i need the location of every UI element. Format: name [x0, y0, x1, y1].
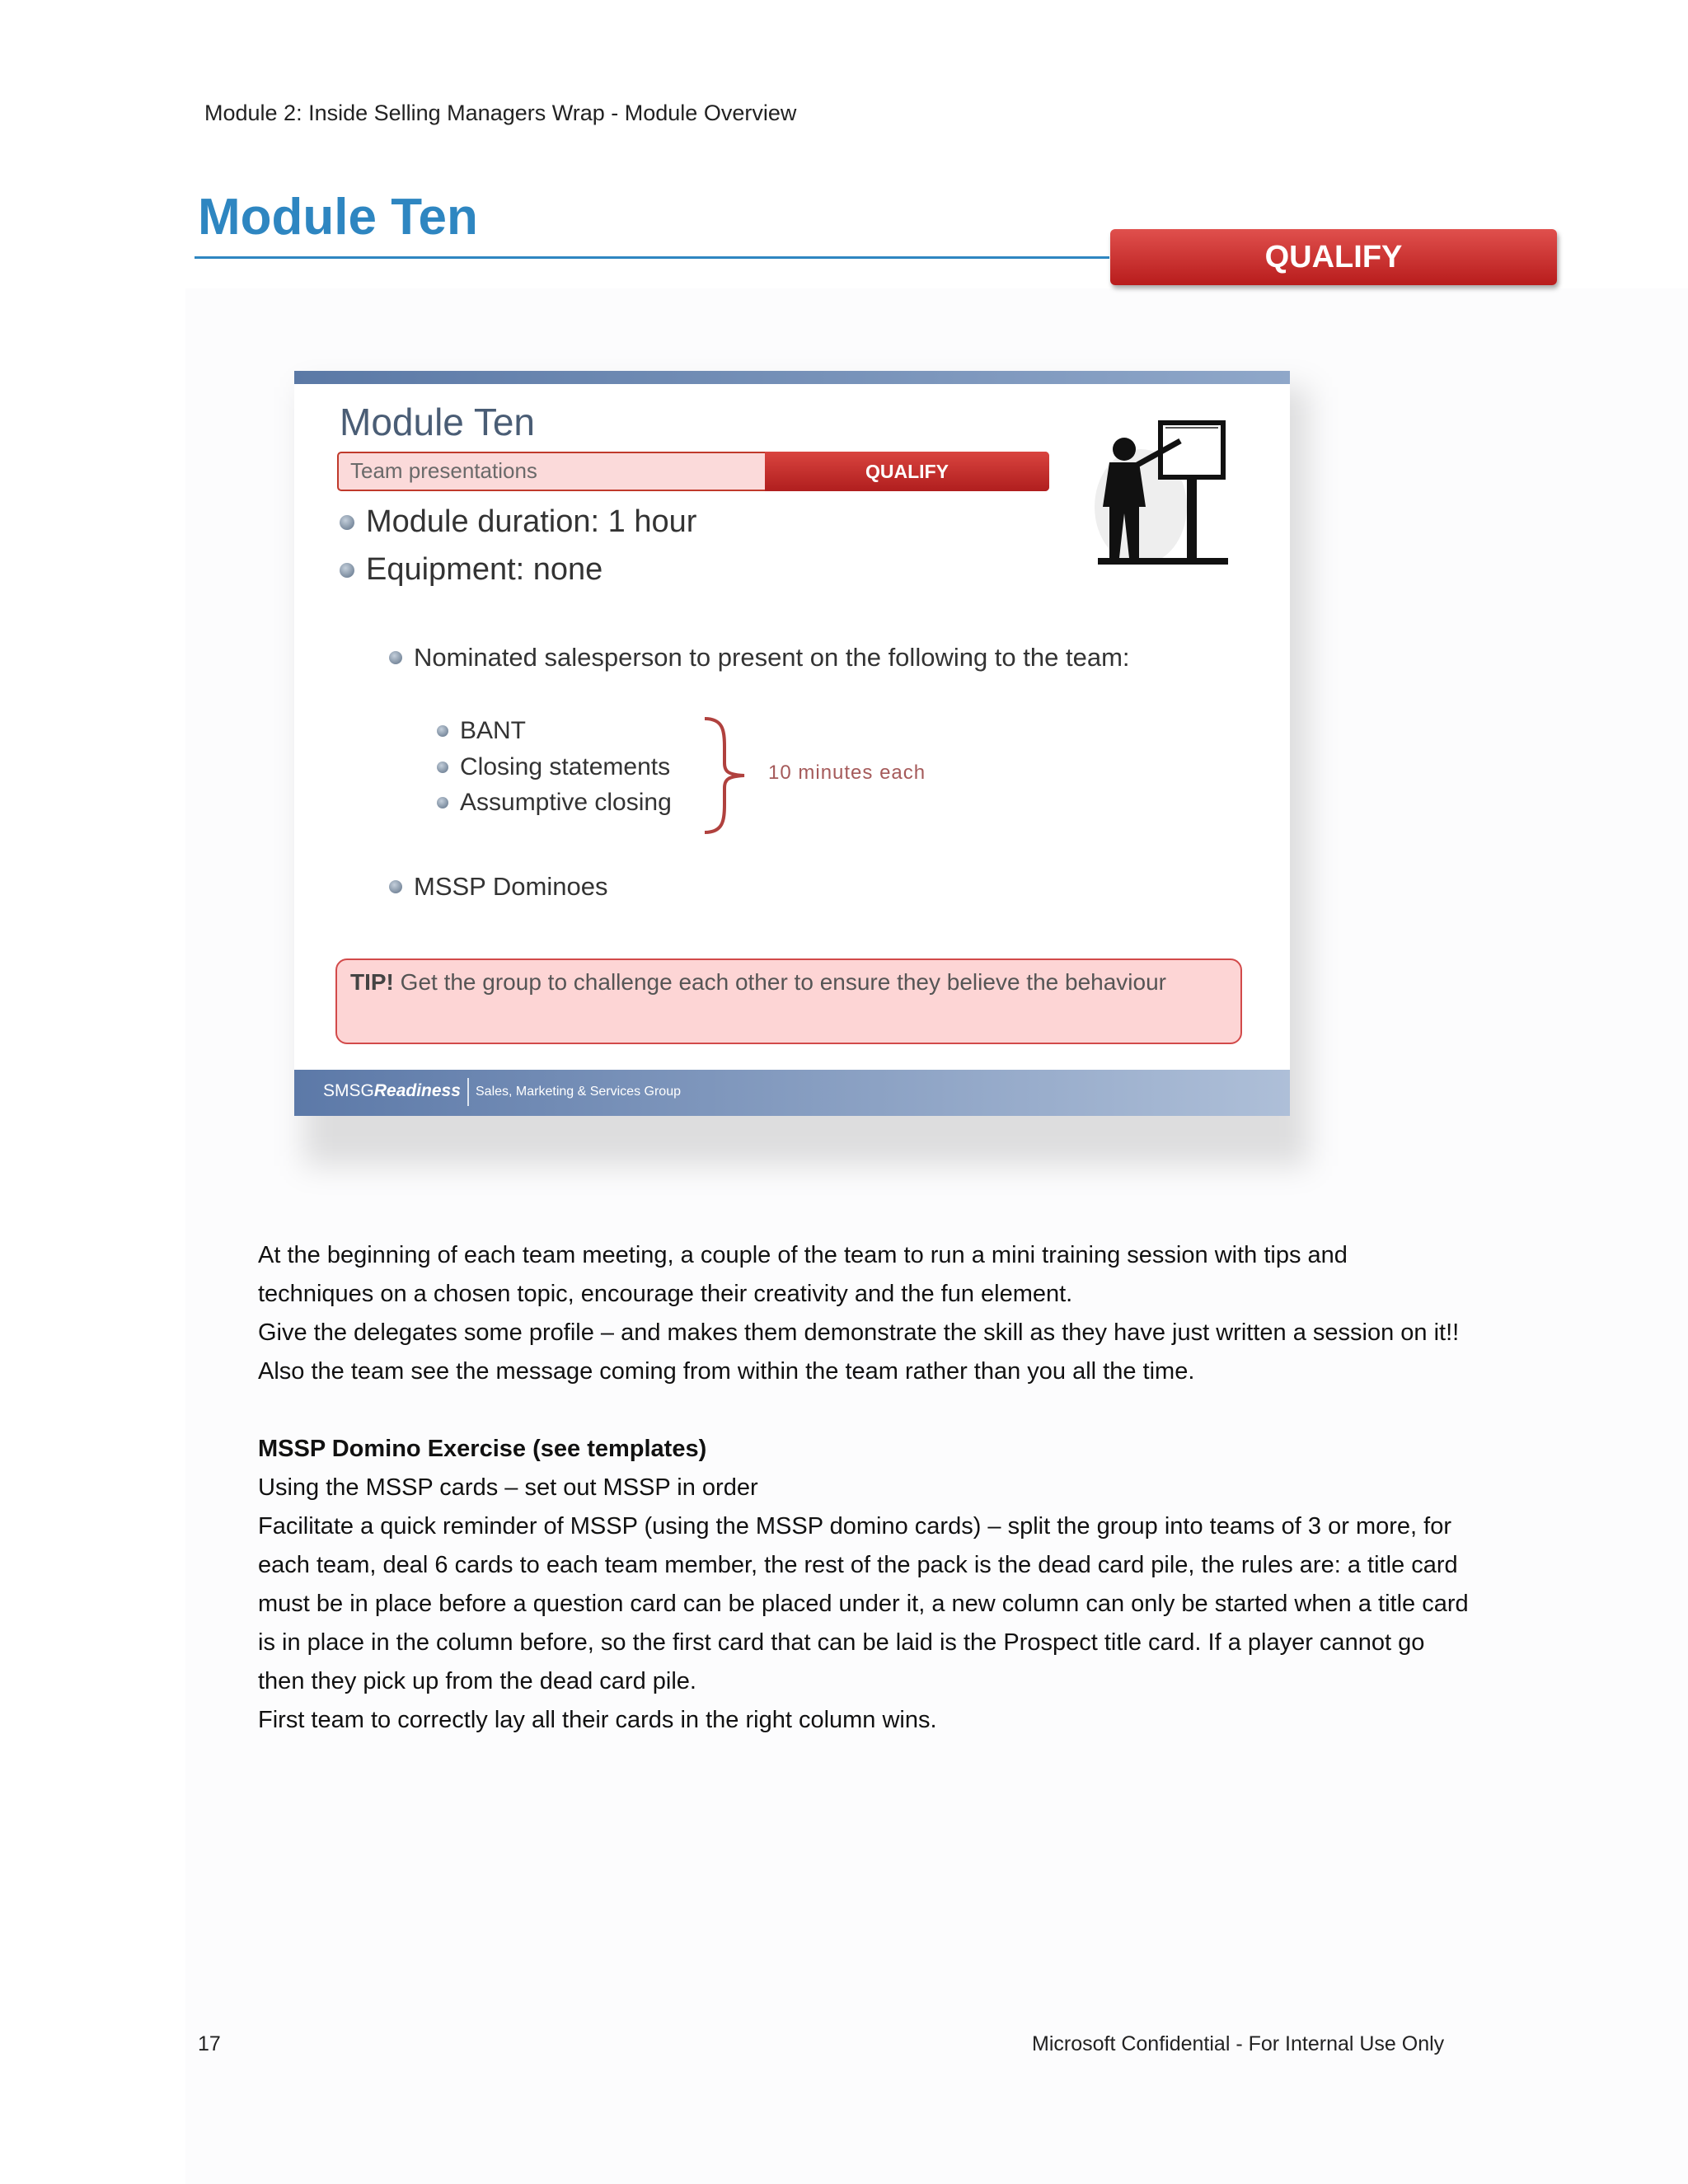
page-number: 17 [198, 2032, 221, 2055]
text-line: Give the delegates some profile – and makes them demonstrate the skill as they have just written a session on it!! [258, 1319, 1460, 1346]
bullet-dot [437, 725, 448, 737]
title-underline [195, 256, 1109, 259]
text-line: Facilitate a quick reminder of MSSP (using the MSSP domino cards) – split the group into teams of 3 or more, for [258, 1513, 1451, 1540]
footer-brand: SMSGReadiness [323, 1081, 461, 1100]
bullet-dot [340, 515, 354, 530]
running-header: Module 2: Inside Selling Managers Wrap - Module Overview [204, 101, 797, 125]
topic-item: Closing statements [437, 753, 670, 781]
topic-item: Assumptive closing [437, 789, 672, 817]
footer-tagline: Sales, Marketing & Services Group [476, 1085, 681, 1099]
intro-paragraph [258, 1236, 1577, 1391]
bullet-dot [437, 762, 448, 773]
text-line: is in place in the column before, so the first card that can be laid is the Prospect title card. If a player cannot go [258, 1629, 1425, 1656]
text-line: then they pick up from the dead card pile. [258, 1668, 696, 1694]
slide-subtitle-bar [337, 452, 1049, 491]
text-line: each team, deal 6 cards to each team member, the rest of the pack is the dead card pile, the rules are: a title card [258, 1552, 1458, 1578]
slide-subtitle: Team presentations [350, 458, 537, 483]
right-brace-icon [698, 714, 764, 837]
confidentiality-notice: Microsoft Confidential - For Internal Use Only [1032, 2032, 1445, 2055]
text-line: First team to correctly lay all their cards in the right column wins. [258, 1707, 937, 1733]
bullet-duration: Module duration: 1 hour [340, 504, 696, 540]
bullet-dot [389, 651, 402, 664]
text-line: techniques on a chosen topic, encourage their creativity and the fun element. [258, 1281, 1073, 1307]
topic-item: BANT [437, 717, 526, 745]
slide-image [294, 371, 1290, 1116]
bullet-nominated: Nominated salesperson to present on the following to the team: [389, 643, 1130, 673]
exercise-heading: MSSP Domino Exercise (see templates) [258, 1436, 707, 1462]
bullet-dot [340, 563, 354, 578]
text-line: Also the team see the message coming from within the team rather than you all the time. [258, 1358, 1195, 1385]
slide-title: Module Ten [340, 401, 535, 443]
text-line: must be in place before a question card can be placed under it, a new column can only be started when a title card [258, 1591, 1469, 1617]
presenter-at-whiteboard-icon [1090, 416, 1238, 573]
bullet-dominoes: MSSP Dominoes [389, 872, 607, 902]
slide-footer [294, 1070, 1290, 1116]
text-line: Using the MSSP cards – set out MSSP in order [258, 1474, 758, 1501]
topics-duration-note: 10 minutes each [768, 762, 926, 784]
slide-top-bar [294, 371, 1290, 384]
tip-box [335, 958, 1242, 1044]
page-title: Module Ten [198, 189, 478, 246]
slide-qualify-tag: QUALIFY [765, 452, 1049, 491]
tip-text: Get the group to challenge each other to ensure they believe the behaviour [393, 969, 1166, 995]
bullet-dot [389, 880, 402, 893]
bullet-dot [437, 797, 448, 808]
tip-label: TIP! [350, 969, 394, 995]
bullet-equipment: Equipment: none [340, 552, 603, 588]
qualify-banner: QUALIFY [1110, 229, 1557, 285]
text-line: At the beginning of each team meeting, a couple of the team to run a mini training session with tips and [258, 1242, 1348, 1268]
exercise-section [258, 1430, 1577, 1740]
footer-divider [467, 1078, 469, 1106]
